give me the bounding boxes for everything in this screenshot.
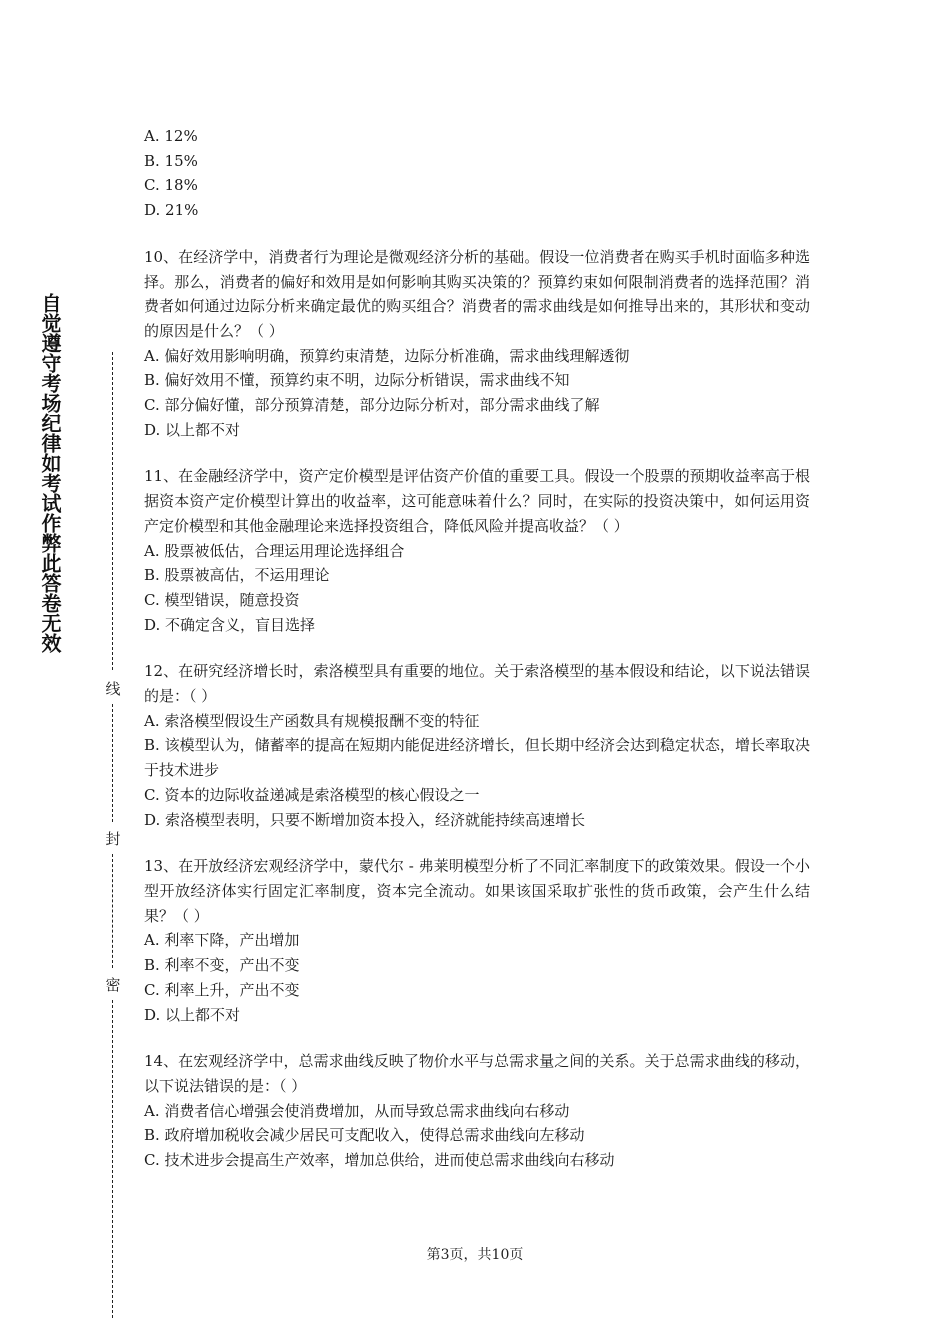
question-stem: 14、在宏观经济学中，总需求曲线反映了物价水平与总需求量之间的关系。关于总需求曲线的移动，以下说法错误的是：（ ） (144, 1052, 810, 1095)
question-stem: 11、在金融经济学中，资产定价模型是评估资产价值的重要工具。假设一个股票的预期收益率高于根据资本资产定价模型计算出的收益率，这可能意味着什么？同时，在实际的投资决策中，如何运用资产定价模型和其他金融理论来选择投资组合，降低风险并提高收益？（ ） (144, 467, 810, 535)
option-c: C. 技术进步会提高生产效率，增加总供给，进而使总需求曲线向右移动 (144, 1151, 615, 1170)
question-14 (144, 1049, 810, 1173)
option-b: B. 偏好效用不懂，预算约束不明，边际分析错误，需求曲线不知 (144, 371, 570, 390)
option-c: C. 模型错误，随意投资 (144, 590, 300, 609)
option-c: C. 资本的边际收益递减是索洛模型的核心假设之一 (144, 785, 480, 804)
option-d: D. 21% (144, 201, 199, 220)
option-d: D. 不确定含义，盲目选择 (144, 615, 316, 634)
option-d: D. 索洛模型表明，只要不断增加资本投入，经济就能持续高速增长 (144, 810, 586, 829)
option-a: A. 偏好效用影响明确，预算约束清楚，边际分析准确，需求曲线理解透彻 (144, 346, 630, 365)
option-a: A. 索洛模型假设生产函数具有规模报酬不变的特征 (144, 711, 480, 730)
question-12 (144, 659, 810, 832)
question-13 (144, 854, 810, 1027)
option-d: D. 以上都不对 (144, 420, 241, 439)
binding-label-xian: 线 (105, 680, 121, 698)
question-stem: 10、在经济学中，消费者行为理论是微观经济分析的基础。假设一位消费者在购买手机时面临多种选择。那么，消费者的偏好和效用是如何影响其购买决策的？预算约束如何限制消费者的选择范围？消费者如何通过边际分析来确定最优的购买组合？消费者的需求曲线是如何推导出来的，其形状和变动的原因是什么？（ ） (144, 247, 810, 340)
question-content (144, 124, 810, 1195)
option-a: A. 利率下降，产出增加 (144, 931, 300, 950)
binding-line-segment (112, 1000, 113, 1318)
question-9-options (144, 124, 810, 223)
option-b: B. 利率不变，产出不变 (144, 956, 300, 975)
question-11 (144, 464, 810, 637)
option-b: B. 股票被高估，不运用理论 (144, 566, 330, 585)
binding-label-mi: 密 (105, 976, 121, 994)
option-a: A. 股票被低估，合理运用理论选择组合 (144, 541, 405, 560)
option-c: C. 部分偏好懂，部分预算清楚，部分边际分析对，部分需求曲线了解 (144, 396, 600, 415)
option-a: A. 消费者信心增强会使消费增加，从而导致总需求曲线向右移动 (144, 1101, 570, 1120)
question-stem: 12、在研究经济增长时，索洛模型具有重要的地位。关于索洛模型的基本假设和结论，以下说法错误的是：（ ） (144, 662, 810, 706)
binding-line-segment (112, 704, 113, 822)
question-10 (144, 245, 810, 443)
page-number: 第3页，共10页 (426, 1247, 524, 1263)
binding-line-segment (112, 854, 113, 968)
option-a: A. 12% (144, 127, 198, 145)
binding-label-feng: 封 (105, 830, 121, 848)
option-b: B. 政府增加税收会减少居民可支配收入，使得总需求曲线向左移动 (144, 1126, 585, 1145)
exam-discipline-warning: 自觉遵守考场纪律如考试作弊此答卷无效 (38, 293, 62, 653)
binding-line-segment (112, 352, 113, 670)
question-stem: 13、在开放经济宏观经济学中，蒙代尔 - 弗莱明模型分析了不同汇率制度下的政策效果。假设一个小型开放经济体实行固定汇率制度，资本完全流动。如果该国采取扩张性的货币政策，会产生什么结果？（ ） (144, 857, 810, 925)
option-b: B. 该模型认为，储蓄率的提高在短期内能促进经济增长，但长期中经济会达到稳定状态，增长率取决于技术进步 (144, 736, 810, 780)
option-c: C. 18% (144, 176, 198, 195)
option-b: B. 15% (144, 151, 198, 170)
option-d: D. 以上都不对 (144, 1005, 241, 1024)
option-c: C. 利率上升，产出不变 (144, 980, 300, 999)
